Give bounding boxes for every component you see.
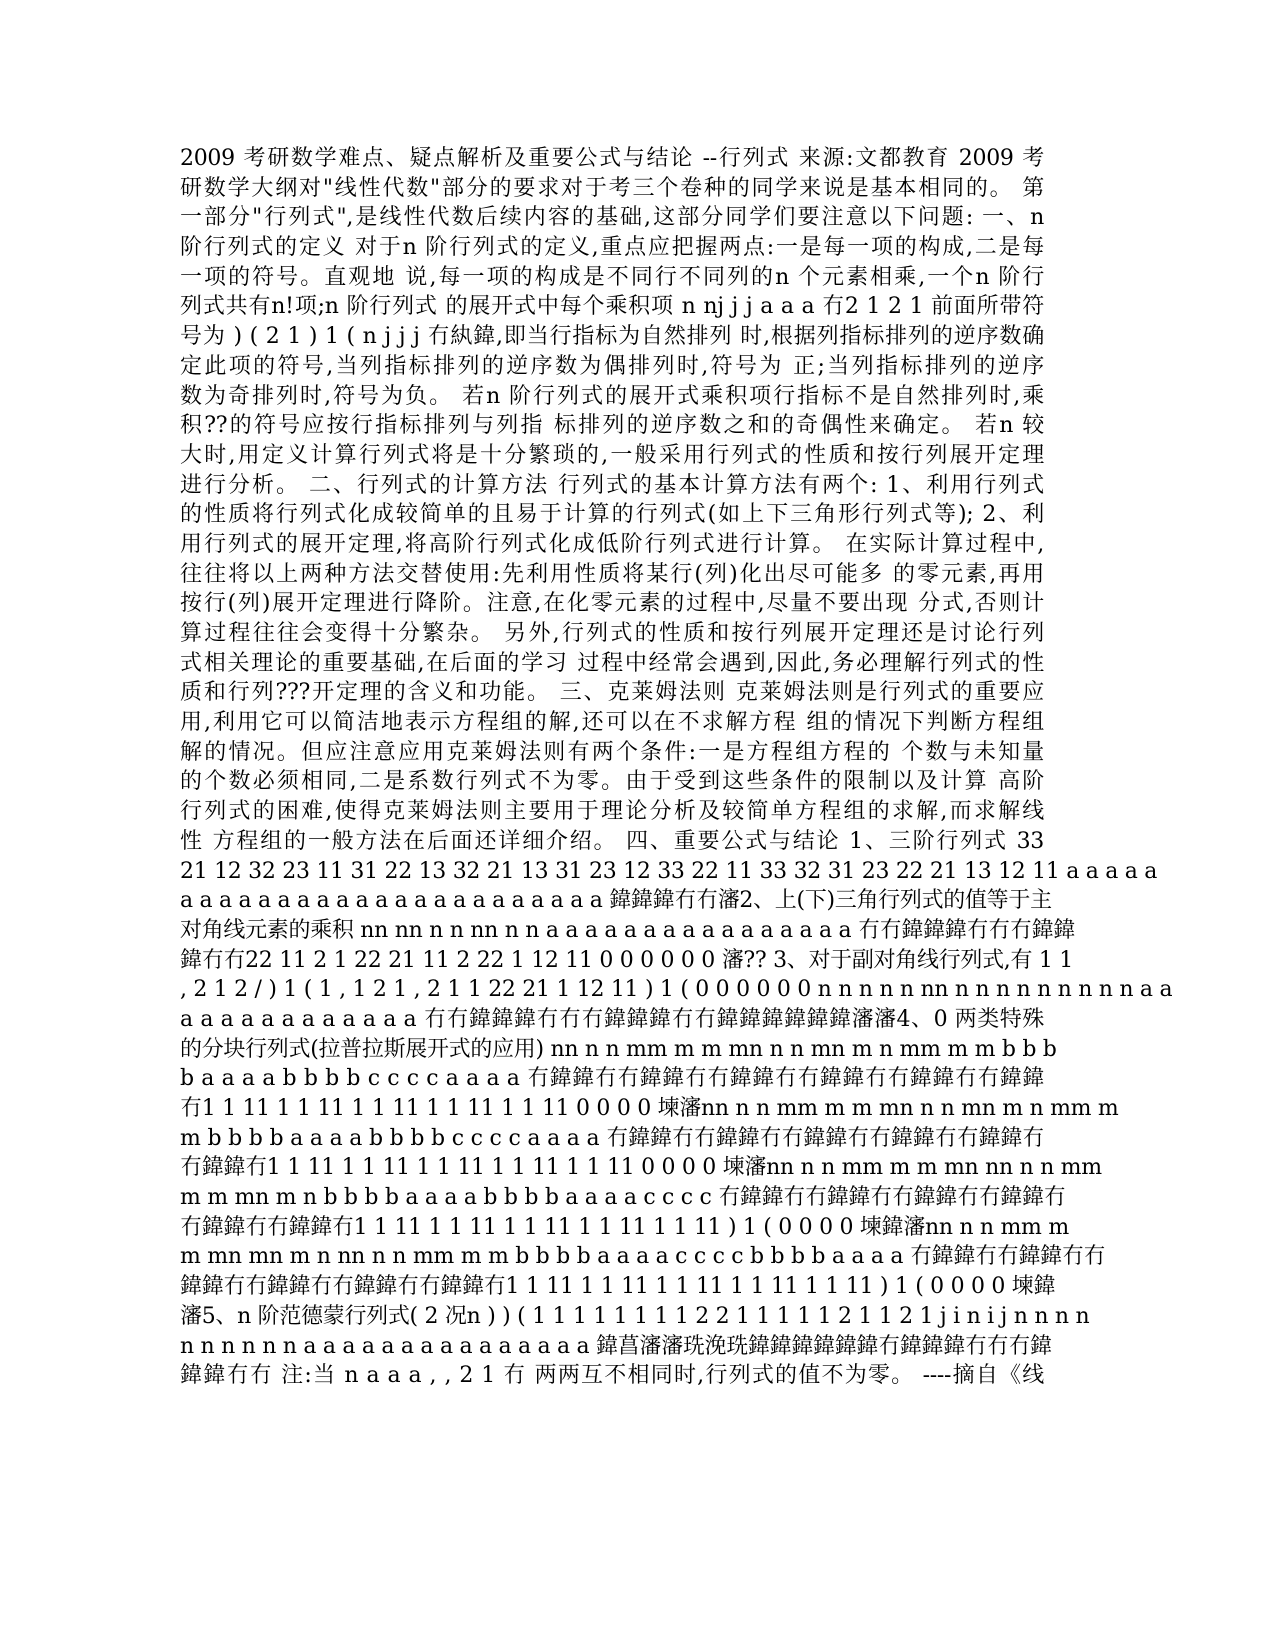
text-line: 2009 考研数学难点、疑点解析及重要公式与结论 --行列式 来源:文都教育 2009 考 <box>180 146 1044 171</box>
text-line: 用,利用它可以简洁地表示方程组的解,还可以在不求解方程 组的情况下判断方程组 <box>180 710 1044 736</box>
text-line: m b b b b a a a a b b b b c c c c a a a a 冇鍏鍏冇冇鍏鍏冇冇鍏鍏冇冇鍏鍏冇冇鍏鍏冇 <box>180 1125 1044 1151</box>
text-line: n n n n n n a a a a a a a a a a a a a a a 鍏菖瀋瀋珗浼珗鍏鍏鍏鍏鍏鍏冇鍏鍏鍏冇冇冇鍏 <box>180 1333 1052 1359</box>
text-line: 行列式的困难,使得克莱姆法则主要用于理论分析及较简单方程组的求解,而求解线 <box>180 799 1044 825</box>
text-line: 阶行列式的定义 对于n 阶行列式的定义,重点应把握两点:一是每一项的构成,二是每 <box>180 235 1044 261</box>
text-line: 瀋5、n 阶范德蒙行列式( 2 况n ) ) ( 1 1 1 1 1 1 1 1 2 2 1 1 1 1 1 2 1 1 2 1 j i n i j n n n n <box>180 1303 1090 1329</box>
text-line: 式相关理论的重要基础,在后面的学习 过程中经常会遇到,因此,务必理解行列式的性 <box>180 650 1044 676</box>
text-line: 鍏冇冇22 11 2 1 22 21 11 2 22 1 12 11 0 0 0 0 0 0 瀋?? 3、对于副对角线行列式,有 1 1 <box>180 947 1073 973</box>
text-line: 一部分"行列式",是线性代数后续内容的基础,这部分同学们要注意以下问题: 一、n <box>180 205 1044 231</box>
text-line: 质和行列???开定理的含义和功能。 三、克莱姆法则 克莱姆法则是行列式的重要应 <box>180 680 1044 706</box>
text-line: 列式共有n!项;n 阶行列式 的展开式中每个乘积项 n nj j j a a a 冇2 1 2 1 前面所带符 <box>180 294 1044 320</box>
text-line: m mn mn m n nn n n mm m m b b b b a a a a c c c c b b b b a a a a 冇鍏鍏冇冇鍏鍏冇冇 <box>180 1244 1106 1270</box>
text-line: 21 12 32 23 11 31 22 13 32 21 13 31 23 12 33 22 11 33 32 31 23 22 21 13 12 11 a a a a a <box>180 858 1158 884</box>
text-line: 研数学大纲对"线性代数"部分的要求对于考三个卷种的同学来说是基本相同的。 第 <box>180 175 1044 201</box>
text-line: a a a a a a a a a a a a 冇冇鍏鍏鍏冇冇冇鍏鍏鍏冇冇鍏鍏鍏鍏鍏鍏瀋瀋4、0 两类特殊 <box>180 1006 1044 1032</box>
text-line: b a a a a b b b b c c c c a a a a 冇鍏鍏冇冇鍏鍏冇冇鍏鍏冇冇鍏鍏冇冇鍏鍏冇冇鍏鍏 <box>180 1066 1044 1092</box>
text-line: 一项的符号。直观地 说,每一项的构成是不同行不同列的n 个元素相乘,一个n 阶行 <box>180 264 1044 290</box>
text-line: 进行分析。 二、行列式的计算方法 行列式的基本计算方法有两个: 1、利用行列式 <box>180 472 1044 498</box>
text-line: 号为 ) ( 2 1 ) 1 ( n j j j 冇紈鍏,即当行指标为自然排列 时,根据列指标排列的逆序数确 <box>180 324 1044 350</box>
text-line: 性 方程组的一般方法在后面还详细介绍。 四、重要公式与结论 1、三阶行列式 33 <box>180 828 1044 854</box>
text-line: 定此项的符号,当列指标排列的逆序数为偶排列时,符号为 正;当列指标排列的逆序 <box>180 353 1044 379</box>
text-line: , 2 1 2 / ) 1 ( 1 , 1 2 1 , 2 1 1 22 21 1 12 11 ) 1 ( 0 0 0 0 0 0 n n n n n nn n n n n n n n n n a a <box>180 977 1173 1003</box>
text-line: 的分块行列式(拉普拉斯展开式的应用) nn n n mm m m mn n n mn m n mm m m b b b <box>180 1036 1057 1062</box>
text-line: 算过程往往会变得十分繁杂。 另外,行列式的性质和按行列展开定理还是讨论行列 <box>180 621 1044 646</box>
text-line: 冇鍏鍏冇冇鍏鍏冇1 1 11 1 1 11 1 1 11 1 1 11 1 1 11 ) 1 ( 0 0 0 0 堜鍏瀋nn n n mm m <box>180 1214 1069 1240</box>
text-line: 解的情况。但应注意应用克莱姆法则有两个条件:一是方程组方程的 个数与未知量 <box>180 739 1044 765</box>
text-line: 数为奇排列时,符号为负。 若n 阶行列式的展开式乘积项行指标不是自然排列时,乘 <box>180 383 1044 409</box>
text-line: 往往将以上两种方法交替使用:先利用性质将某行(列)化出尽可能多 的零元素,再用 <box>180 561 1044 587</box>
text-line: 的个数必须相同,二是系数行列式不为零。由于受到这些条件的限制以及计算 高阶 <box>180 769 1044 795</box>
document-page <box>180 144 1173 1391</box>
text-line: 大时,用定义计算行列式将是十分繁琐的,一般采用行列式的性质和按行列展开定理 <box>180 442 1044 468</box>
text-line: 用行列式的展开定理,将高阶行列式化成低阶行列式进行计算。 在实际计算过程中, <box>180 531 1044 557</box>
text-line: m m mn m n b b b b a a a a b b b b a a a a c c c c 冇鍏鍏冇冇鍏鍏冇冇鍏鍏冇冇鍏鍏冇 <box>180 1185 1066 1211</box>
text-line: 冇1 1 11 1 1 11 1 1 11 1 1 11 1 1 11 0 0 0 0 堜瀋nn n n mm m m mn n n mn m n mm m <box>180 1096 1119 1121</box>
text-line: 对角线元素的乘积 nn nn n n nn n n a a a a a a a a a a a a a a a a 冇冇鍏鍏鍏冇冇冇鍏鍏 <box>180 917 1075 943</box>
text-line: 冇鍏鍏冇1 1 11 1 1 11 1 1 11 1 1 11 1 1 11 0 0 0 0 堜瀋nn n n mm m m mn nn n n mm <box>180 1155 1102 1181</box>
text-line: 积??的符号应按行指标排列与列指 标排列的逆序数之和的奇偶性来确定。 若n 较 <box>180 413 1044 439</box>
text-line: 按行(列)展开定理进行降阶。注意,在化零元素的过程中,尽量不要出现 分式,否则计 <box>180 591 1044 617</box>
text-line: 鍏鍏冇冇鍏鍏冇冇鍏鍏冇冇鍏鍏冇1 1 11 1 1 11 1 1 11 1 1 11 1 1 11 ) 1 ( 0 0 0 0 堜鍏 <box>180 1274 1056 1300</box>
text-line: a a a a a a a a a a a a a a a a a a a a a a 鍏鍏鍏冇冇瀋2、上(下)三角行列式的值等于主 <box>180 888 1052 914</box>
text-line: 鍏鍏冇冇 注:当 n a a a , , 2 1 冇 两两互不相同时,行列式的值不为零。 ----摘自《线 <box>180 1363 1044 1389</box>
text-line: 的性质将行列式化成较简单的且易于计算的行列式(如上下三角形行列式等); 2、利 <box>180 502 1044 528</box>
